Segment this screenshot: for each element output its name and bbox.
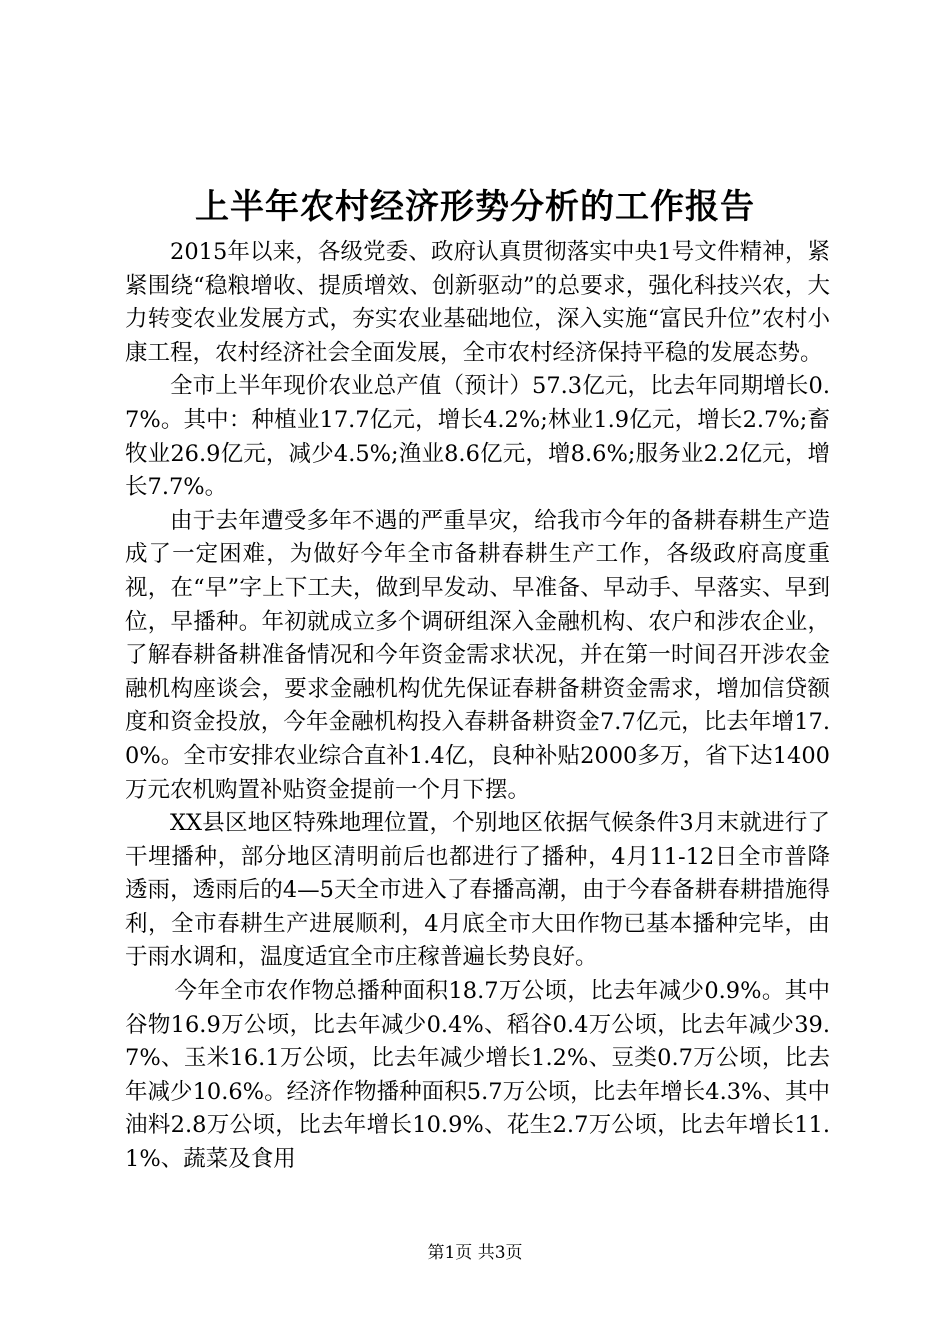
paragraph-4: XX县区地区特殊地理位置，个别地区依据气候条件3月末就进行了干埋播种，部分地区清明前后也都进行了播种，4月11-12日全市普降透雨，透雨后的4—5天全市进入了春播高潮，由于今春备耕春耕措施得利，全市春耕生产进展顺利，4月底全市大田作物已基本播种完毕，由于雨水调和，温度适宜全市庄稼普遍长势良好。 xyxy=(125,810,830,971)
paragraph-2: 全市上半年现价农业总产值（预计）57.3亿元，比去年同期增长0.7%。其中：种植业17.7亿元，增长4.2%;林业1.9亿元，增长2.7%;畜牧业26.9亿元，减少4.5%;渔业8.6亿元，增8.6%;服务业2.2亿元，增长7.7%。 xyxy=(125,373,830,501)
document-body xyxy=(125,236,830,1177)
page-number-footer: 第1页 共3页 xyxy=(427,1243,523,1263)
paragraph-3: 由于去年遭受多年不遇的严重旱灾，给我市今年的备耕春耕生产造成了一定困难，为做好今年全市备耕春耕生产工作，各级政府高度重视，在“早”字上下工夫，做到早发动、早准备、早动手、早落实、早到位，早播种。年初就成立多个调研组深入金融机构、农户和涉农企业，了解春耕备耕准备情况和今年资金需求状况，并在第一时间召开涉农金融机构座谈会，要求金融机构优先保证春耕备耕资金需求，增加信贷额度和资金投放，今年金融机构投入春耕备耕资金7.7亿元，比去年增17.0%。全市安排农业综合直补1.4亿，良种补贴2000多万，省下达1400万元农机购置补贴资金提前一个月下摆。 xyxy=(125,507,830,803)
paragraph-1: 2015年以来，各级党委、政府认真贯彻落实中央1号文件精神，紧紧围绕“稳粮增收、提质增效、创新驱动”的总要求，强化科技兴农，大力转变农业发展方式，夯实农业基础地位，深入实施“富民升位”农村小康工程，农村经济社会全面发展，全市农村经济保持平稳的发展态势。 xyxy=(125,239,830,366)
paragraph-5: 今年全市农作物总播种面积18.7万公顷，比去年减少0.9%。其中谷物16.9万公顷，比去年减少0.4%、稻谷0.4万公顷，比去年减少39.7%、玉米16.1万公顷，比去年减少增长1.2%、豆类0.7万公顷，比去年减少10.6%。经济作物播种面积5.7万公顷，比去年增长4.3%、其中油料2.8万公顷，比去年增长10.9%、花生2.7万公顷，比去年增长11.1%、蔬菜及食用 xyxy=(125,978,830,1173)
document-title: 上半年农村经济形势分析的工作报告 xyxy=(195,187,755,227)
